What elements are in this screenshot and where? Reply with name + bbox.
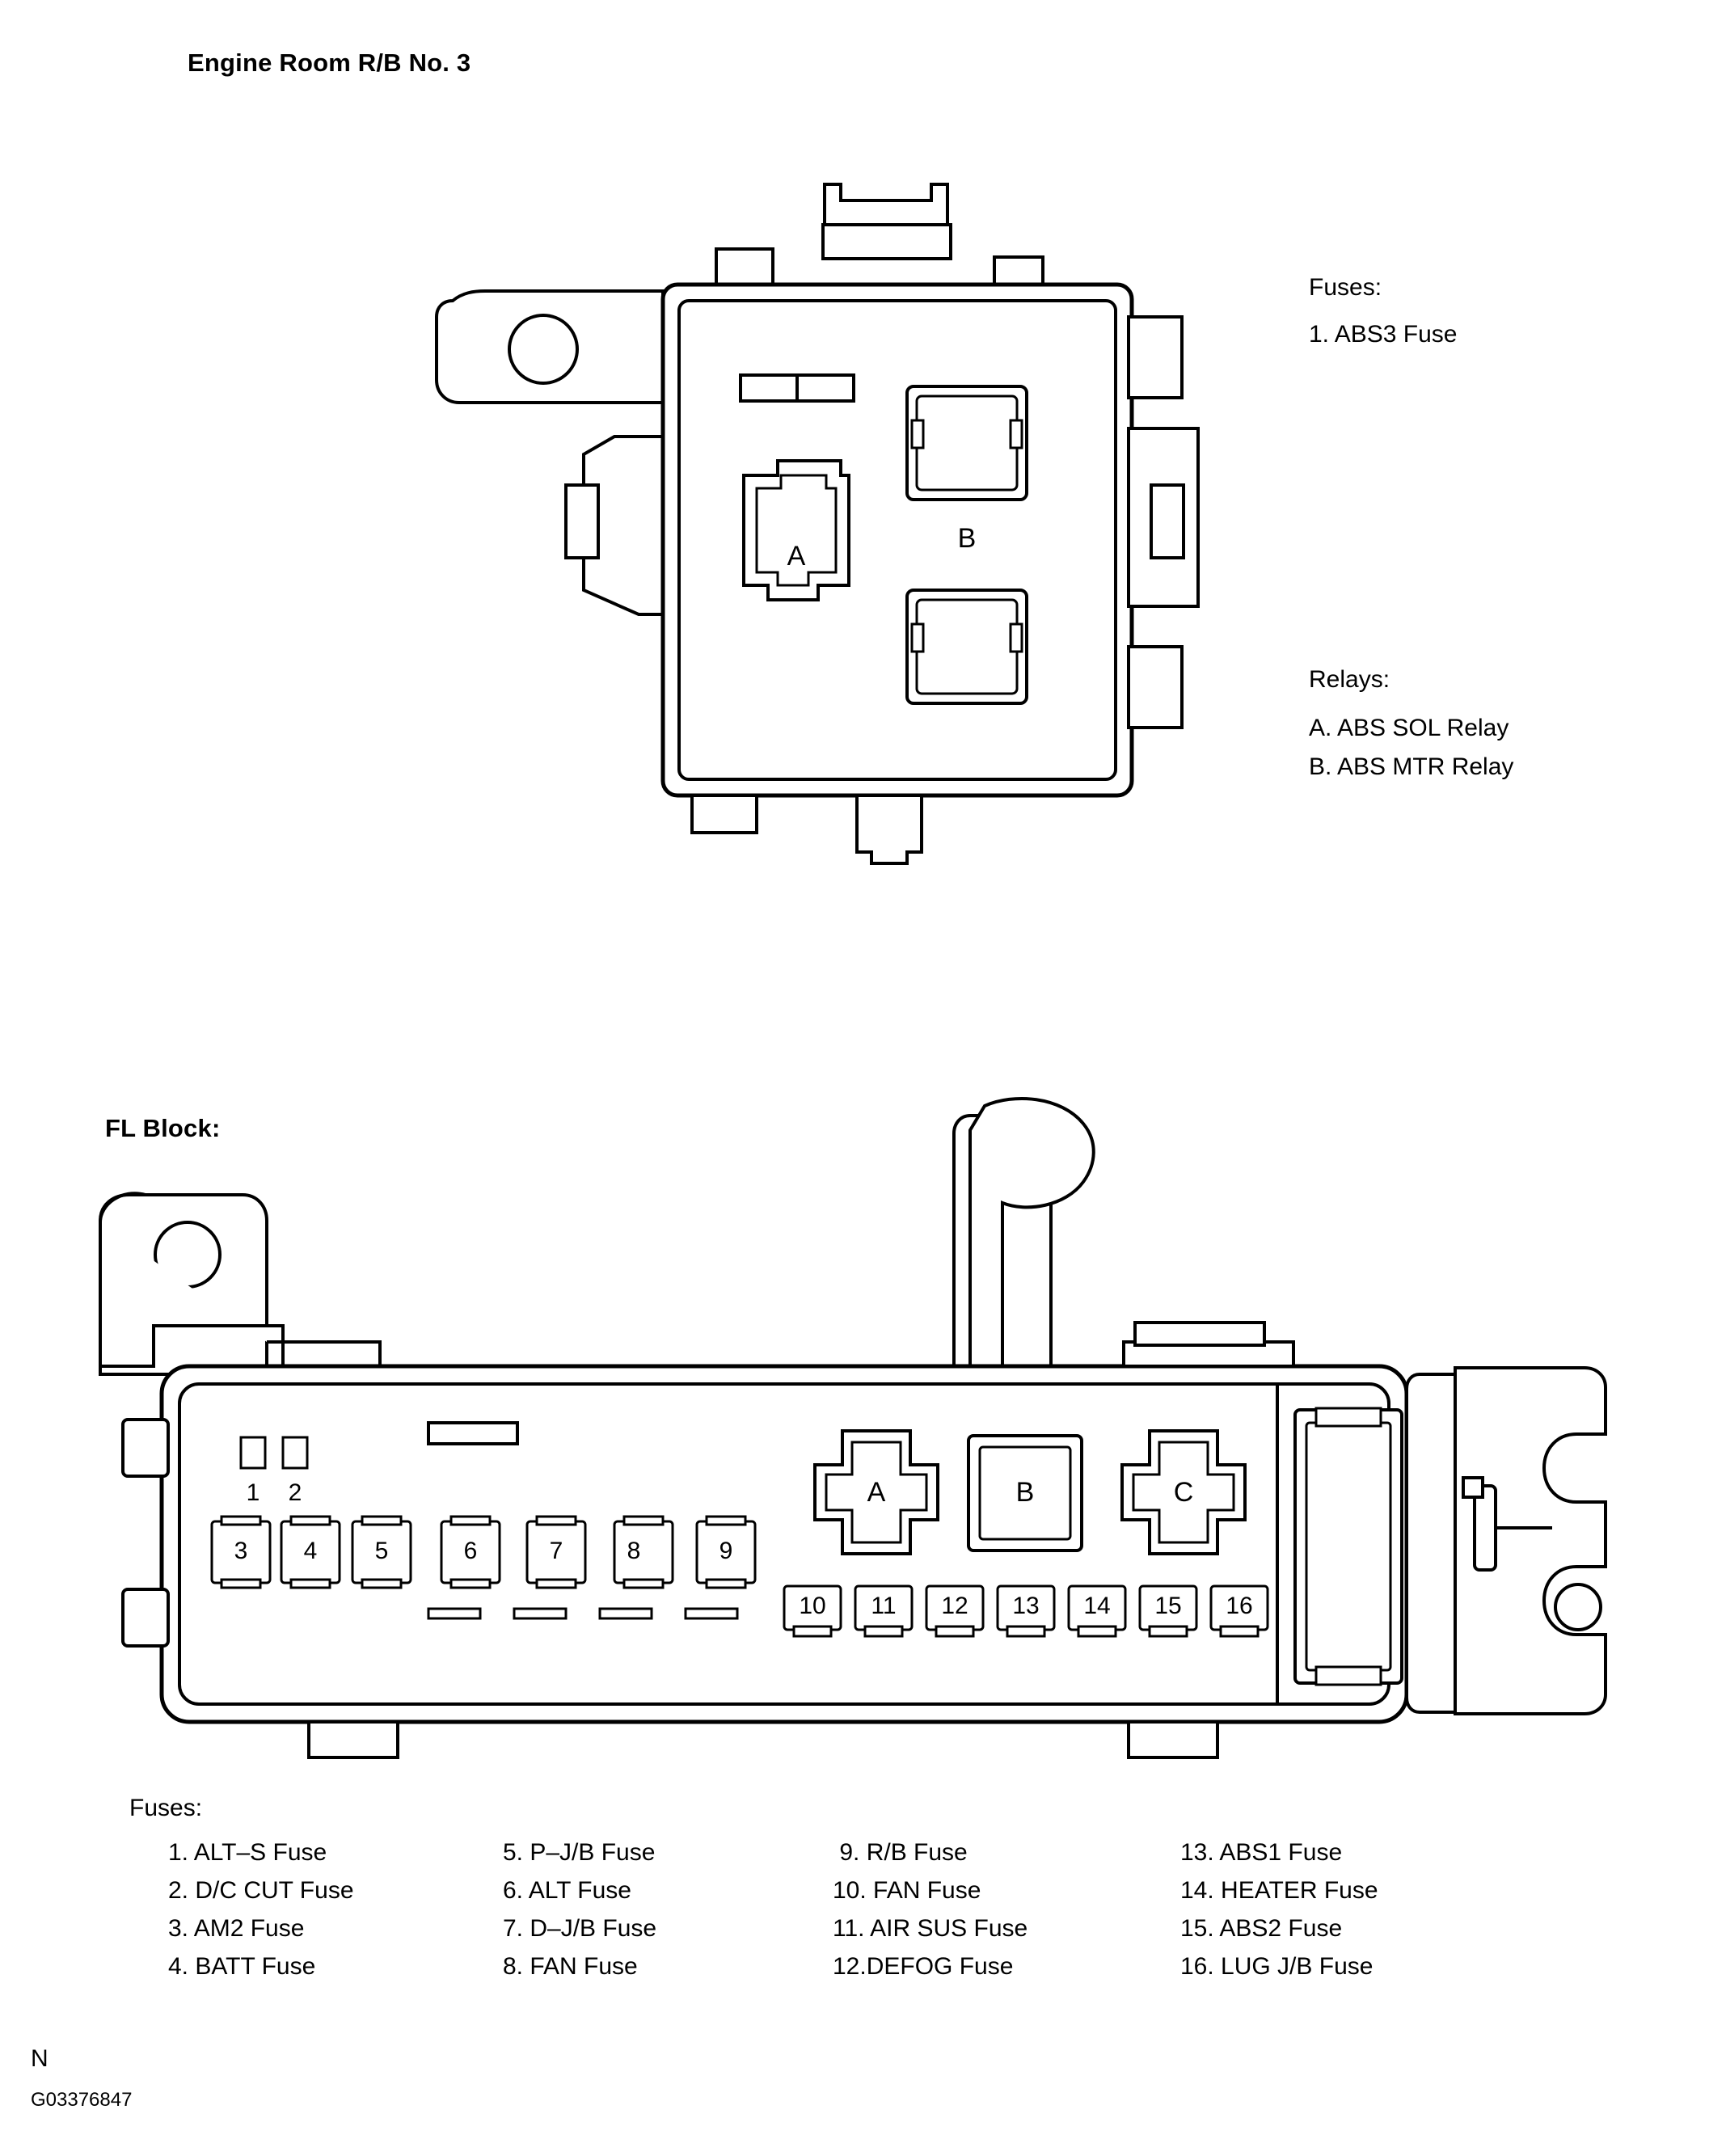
- svg-text:4: 4: [303, 1537, 318, 1564]
- svg-text:7: 7: [549, 1537, 563, 1564]
- svg-text:9: 9: [719, 1537, 733, 1564]
- fuse-list-column-2: [503, 1833, 656, 1985]
- fuse-list-item: 13. ABS1 Fuse: [1180, 1839, 1343, 1866]
- fuse-list-item: 2. D/C CUT Fuse: [168, 1877, 354, 1904]
- fuse-list-column-1: [168, 1833, 354, 1985]
- corner-letter: N: [31, 2045, 49, 2072]
- engine-room-rb-no3-unit: [437, 184, 1198, 863]
- svg-text:16: 16: [1226, 1592, 1253, 1619]
- fl-relay-a-label: A: [867, 1476, 886, 1508]
- fl-fuse-label-1: 1: [246, 1479, 260, 1506]
- fl-fuse-label-2: 2: [288, 1479, 302, 1506]
- fuse-list-item: 6. ALT Fuse: [503, 1877, 631, 1904]
- legend-relay-item-b: B. ABS MTR Relay: [1309, 753, 1514, 780]
- top-unit-fuse-legend: [1309, 267, 1457, 356]
- fl-relay-b: [968, 1436, 1082, 1551]
- svg-text:11: 11: [871, 1592, 897, 1619]
- fuse-list-item: 1. ALT–S Fuse: [168, 1839, 327, 1866]
- fl-relay-c-label: C: [1173, 1476, 1194, 1508]
- fuse-list-item: 5. P–J/B Fuse: [503, 1839, 656, 1866]
- top-unit-relay-legend: [1309, 660, 1513, 787]
- fl-block-fuses-header: Fuses:: [129, 1795, 203, 1821]
- svg-text:14: 14: [1083, 1592, 1111, 1619]
- svg-text:3: 3: [234, 1537, 248, 1564]
- svg-text:6: 6: [463, 1537, 478, 1564]
- fuse-list-item: 11. AIR SUS Fuse: [833, 1915, 1028, 1942]
- legend-fuse-item: 1. ABS3 Fuse: [1309, 321, 1458, 348]
- fuse-list-column-4: [1180, 1833, 1378, 1985]
- fuse-list-item: 14. HEATER Fuse: [1180, 1877, 1378, 1904]
- relay-b-label: B: [957, 522, 977, 554]
- fl-block-unit: [100, 1099, 1606, 1757]
- fuse-list-column-3: [833, 1833, 1028, 1985]
- legend-relays-header: Relays:: [1309, 666, 1390, 693]
- svg-text:8: 8: [627, 1537, 641, 1564]
- svg-text:15: 15: [1154, 1592, 1182, 1619]
- fuse-list-item: 3. AM2 Fuse: [168, 1915, 305, 1942]
- relay-a-label: A: [787, 540, 806, 572]
- svg-text:5: 5: [374, 1537, 389, 1564]
- figure-code: G03376847: [31, 2089, 133, 2111]
- legend-relay-item-a: A. ABS SOL Relay: [1309, 715, 1509, 741]
- svg-text:10: 10: [799, 1592, 826, 1619]
- svg-text:13: 13: [1012, 1592, 1040, 1619]
- fuse-list-item: 4. BATT Fuse: [168, 1953, 316, 1980]
- fuse-list-item: 8. FAN Fuse: [503, 1953, 638, 1980]
- page-title-engine-room: Engine Room R/B No. 3: [188, 49, 471, 77]
- fl-fuse-slots-10-16: [784, 1586, 1268, 1636]
- legend-fuses-header: Fuses:: [1309, 274, 1382, 301]
- fuse-list-item: 9. R/B Fuse: [833, 1839, 968, 1866]
- fl-relay-b-label: B: [1015, 1476, 1035, 1508]
- svg-text:12: 12: [941, 1592, 968, 1619]
- fuse-list-item: 12.DEFOG Fuse: [833, 1953, 1014, 1980]
- fuse-list-item: 15. ABS2 Fuse: [1180, 1915, 1343, 1942]
- fuse-list-item: 16. LUG J/B Fuse: [1180, 1953, 1374, 1980]
- fuse-list-item: 7. D–J/B Fuse: [503, 1915, 657, 1942]
- section-title-fl-block: FL Block:: [105, 1114, 221, 1142]
- fuse-list-item: 10. FAN Fuse: [833, 1877, 981, 1904]
